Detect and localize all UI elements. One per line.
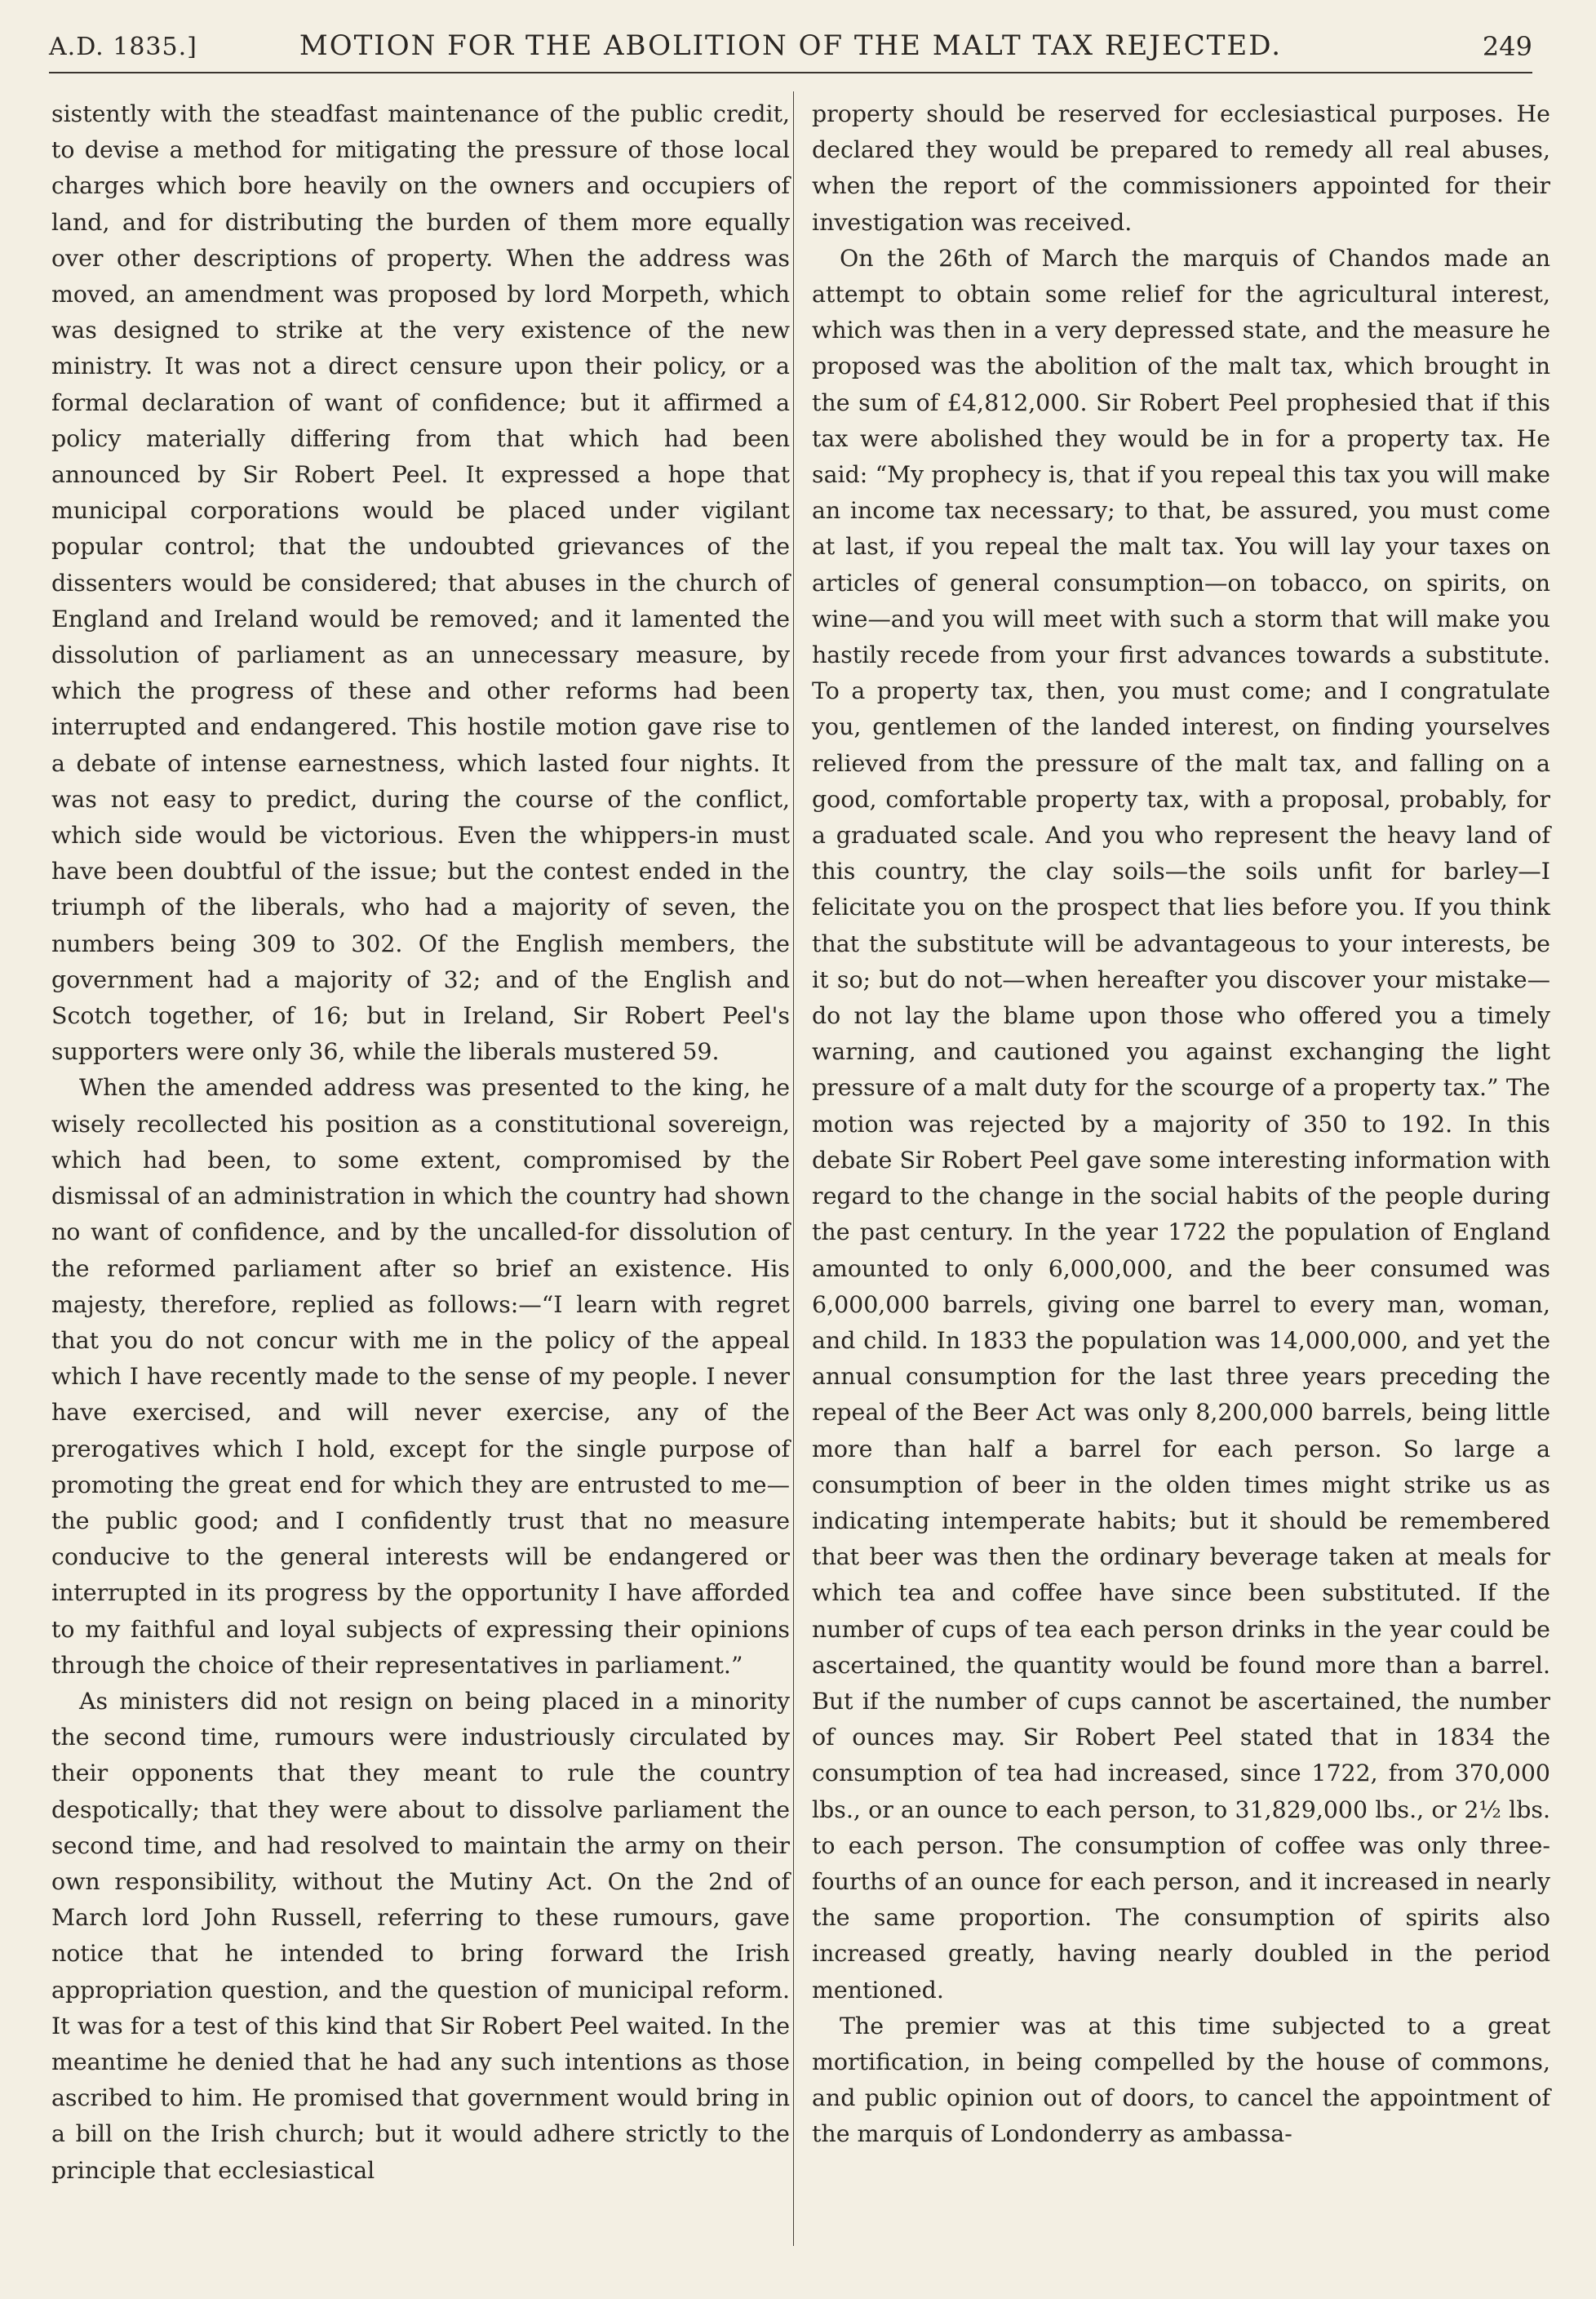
page-title: MOTION FOR THE ABOLITION OF THE MALT TAX REJECTED. <box>299 29 1283 62</box>
paragraph: When the amended address was presented to the king, he wisely recollected his position as a constitutional sovereign, which had been, to some extent, compromised by the dismissal of an administration in which the country had shown no want of confidence, and by the uncalled-for dissolution of the reformed parliament after so brief an existence. His majesty, therefore, replied as follows:—“I learn with regret that you do not concur with me in the policy of the appeal which I have recently made to the sense of my people. I never have exercised, and will never exercise, any of the prerogatives which I hold, except for the single purpose of promoting the great end for which they are entrusted to me—the public good; and I confidently trust that no measure conducive to the general interests will be endangered or interrupted in its progress by the opportunity I have afforded to my faithful and loyal subjects of expressing their opinions through the choice of their representatives in parliament.” <box>51 1074 790 1679</box>
running-header <box>49 26 1532 67</box>
paragraph: The premier was at this time subjected to a great mortification, in being compelled by the house of commons, and public opinion out of doors, to cancel the appointment of the marquis of Londonderry as ambassa- <box>812 2012 1550 2148</box>
paragraph: On the 26th of March the marquis of Chandos made an attempt to obtain some relief for the agricultural interest, which was then in a very depressed state, and the measure he proposed was the abolition of the malt tax, which brought in the sum of £4,812,000. Sir Robert Peel prophesied that if this tax were abolished they would be in for a property tax. He said: “My prophecy is, that if you repeal this tax you will make an income tax necessary; to that, be assured, you must come at last, if you repeal the malt tax. You will lay your taxes on articles of general consumption—on tobacco, on spirits, on wine—and you will meet with such a storm that will make you hastily recede from your first advances towards a substitute. To a property tax, then, you must come; and I congratulate you, gentlemen of the landed interest, on finding yourselves relieved from the pressure of the malt tax, and falling on a good, comfortable property tax, with a proposal, probably, for a graduated scale. And you who represent the heavy land of this country, the clay soils—the soils unfit for barley—I felicitate you on the prospect that lies before you. If you think that the substitute will be advantageous to your interests, be it so; but do not—when hereafter you discover your mistake—do not lay the blame upon those who offered you a timely warning, and cautioned you against exchanging the light pressure of a malt duty for the scourge of a property tax.” The motion was rejected by a majority of 350 to 192. In this debate Sir Robert Peel gave some interesting information with regard to the change in the social habits of the people during the past century. In the year 1722 the population of England amounted to only 6,000,000, and the beer consumed was 6,000,000 barrels, giving one barrel to every man, woman, and child. In 1833 the population was 14,000,000, and yet the annual consumption for the last three years preceding the repeal of the Beer Act was only 8,200,000 barrels, being little more than half a barrel for each person. So large a consumption of beer in the olden times might strike us as indicating intemperate habits; but it should be remembered that beer was then the ordinary beverage taken at meals for which tea and coffee have since been substituted. If the number of cups of tea each person drinks in the year could be ascertained, the quantity would be found more than a barrel. But if the number of cups cannot be ascertained, the number of ounces may. Sir Robert Peel stated that in 1834 the consumption of tea had increased, since 1722, from 370,000 lbs., or an ounce to each person, to 31,829,000 lbs., or 2½ lbs. to each person. The consumption of coffee was only three-fourths of an ounce for each person, and it increased in nearly the same proportion. The consumption of spirits also increased greatly, having nearly doubled in the period mentioned. <box>812 244 1550 2004</box>
paragraph: property should be reserved for ecclesiastical purposes. He declared they would be prepared to remedy all real abuses, when the report of the commissioners appointed for their investigation was received. <box>812 100 1550 236</box>
right-column <box>812 96 1550 2153</box>
page-number: 249 <box>1482 31 1532 62</box>
paragraph: As ministers did not resign on being placed in a minority the second time, rumours were industriously circulated by their opponents that they meant to rule the country despotically; that they were about to dissolve parliament the second time, and had resolved to maintain the army on their own responsibility, without the Mutiny Act. On the 2nd of March lord John Russell, referring to these rumours, gave notice that he intended to bring forward the Irish appropriation question, and the question of municipal reform. It was for a test of this kind that Sir Robert Peel waited. In the meantime he denied that he had any such intentions as those ascribed to him. He promised that government would bring in a bill on the Irish church; but it would adhere strictly to the principle that ecclesiastical <box>51 1687 790 2184</box>
left-column <box>51 96 790 2189</box>
header-rule <box>49 72 1532 73</box>
paragraph: sistently with the steadfast maintenance of the public credit, to devise a method for mitigating the pressure of those local charges which bore heavily on the owners and occupiers of land, and for distributing the burden of them more equally over other descriptions of property. When the address was moved, an amendment was proposed by lord Morpeth, which was designed to strike at the very existence of the new ministry. It was not a direct censure upon their policy, or a formal declaration of want of confidence; but it affirmed a policy materially differing from that which had been announced by Sir Robert Peel. It expressed a hope that municipal corporations would be placed under vigilant popular control; that the undoubted grievances of the dissenters would be considered; that abuses in the church of England and Ireland would be removed; and it lamented the dissolution of parliament as an unnecessary measure, by which the progress of these and other reforms had been interrupted and endangered. This hostile motion gave rise to a debate of intense earnestness, which lasted four nights. It was not easy to predict, during the course of the conflict, which side would be victorious. Even the whippers-in must have been doubtful of the issue; but the contest ended in the triumph of the liberals, who had a majority of seven, the numbers being 309 to 302. Of the English members, the government had a majority of 32; and of the English and Scotch together, of 16; but in Ireland, Sir Robert Peel's supporters were only 36, while the liberals mustered 59. <box>51 100 790 1066</box>
column-divider <box>793 91 794 2246</box>
header-date: A.D. 1835.] <box>49 33 197 61</box>
